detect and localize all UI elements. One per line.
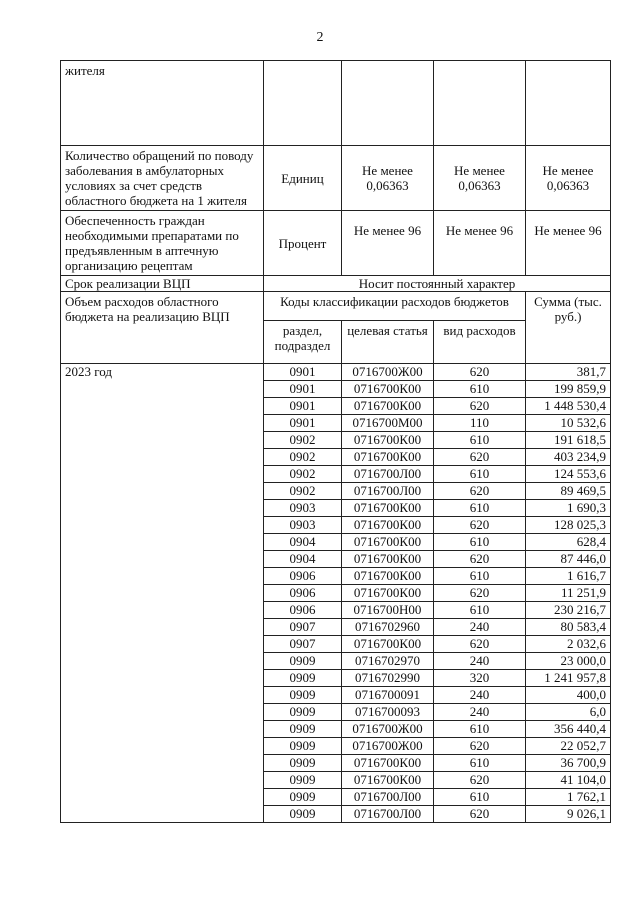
kind-code: 620 — [434, 806, 526, 823]
col-section-header: раздел, подраздел — [264, 321, 342, 364]
sum-value: 1 448 530,4 — [526, 398, 611, 415]
kind-code: 240 — [434, 653, 526, 670]
expense-row — [61, 398, 611, 415]
section-code: 0902 — [264, 483, 342, 500]
section-code: 0902 — [264, 432, 342, 449]
target-code: 0716700К00 — [342, 755, 434, 772]
year-label — [61, 466, 264, 483]
expense-row — [61, 466, 611, 483]
sum-value: 191 618,5 — [526, 432, 611, 449]
sum-value: 1 241 957,8 — [526, 670, 611, 687]
section-code: 0909 — [264, 721, 342, 738]
expense-row — [61, 585, 611, 602]
indicator-value-3: Не менее 0,06363 — [526, 146, 611, 211]
target-code: 0716700Ж00 — [342, 721, 434, 738]
target-code: 0716700К00 — [342, 568, 434, 585]
kind-code: 610 — [434, 381, 526, 398]
target-code: 0716700К00 — [342, 449, 434, 466]
year-label — [61, 381, 264, 398]
indicator-value-2 — [434, 61, 526, 146]
section-code: 0909 — [264, 653, 342, 670]
indicator-unit: Процент — [264, 211, 342, 276]
kind-code: 620 — [434, 738, 526, 755]
expense-row — [61, 653, 611, 670]
section-code: 0903 — [264, 517, 342, 534]
year-label: 2023 год — [61, 364, 264, 381]
sum-value: 124 553,6 — [526, 466, 611, 483]
kind-code: 610 — [434, 432, 526, 449]
sum-value: 87 446,0 — [526, 551, 611, 568]
indicator-label: жителя — [61, 61, 264, 146]
sum-value: 400,0 — [526, 687, 611, 704]
expense-row — [61, 772, 611, 789]
target-code: 0716702990 — [342, 670, 434, 687]
kind-code: 610 — [434, 534, 526, 551]
kind-code: 620 — [434, 483, 526, 500]
expense-row — [61, 415, 611, 432]
kind-code: 620 — [434, 551, 526, 568]
section-code: 0909 — [264, 738, 342, 755]
target-code: 0716702970 — [342, 653, 434, 670]
expense-row — [61, 806, 611, 823]
target-code: 0716700М00 — [342, 415, 434, 432]
year-label — [61, 500, 264, 517]
indicator-value-3: Не менее 96 — [526, 211, 611, 276]
kind-code: 320 — [434, 670, 526, 687]
section-code: 0904 — [264, 551, 342, 568]
indicator-unit: Единиц — [264, 146, 342, 211]
target-code: 0716700К00 — [342, 517, 434, 534]
page-number: 2 — [316, 30, 324, 45]
target-code: 0716700К00 — [342, 398, 434, 415]
sum-value: 128 025,3 — [526, 517, 611, 534]
col-kind-header: вид расходов — [434, 321, 526, 364]
year-label — [61, 568, 264, 585]
target-code: 0716700К00 — [342, 432, 434, 449]
sum-value: 2 032,6 — [526, 636, 611, 653]
kind-code: 610 — [434, 755, 526, 772]
section-code: 0901 — [264, 381, 342, 398]
sum-value: 381,7 — [526, 364, 611, 381]
col-target-header: целевая статья — [342, 321, 434, 364]
section-code: 0901 — [264, 398, 342, 415]
kind-code: 620 — [434, 517, 526, 534]
kind-code: 610 — [434, 500, 526, 517]
sum-value: 89 469,5 — [526, 483, 611, 500]
expense-row — [61, 704, 611, 721]
target-code: 0716700Ж00 — [342, 738, 434, 755]
sum-value: 9 026,1 — [526, 806, 611, 823]
target-code: 0716700К00 — [342, 534, 434, 551]
indicator-label: Обеспеченность граждан необходимыми препаратами по предъявленным в аптечную организацию рецептам — [61, 211, 264, 276]
target-code: 0716700093 — [342, 704, 434, 721]
indicator-value-1: Не менее 0,06363 — [342, 146, 434, 211]
volume-label: Объем расходов областного бюджета на реализацию ВЦП — [61, 292, 264, 364]
kind-code: 240 — [434, 619, 526, 636]
section-code: 0903 — [264, 500, 342, 517]
target-code: 0716700Л00 — [342, 806, 434, 823]
indicator-row-continued — [61, 61, 611, 146]
expense-row — [61, 789, 611, 806]
term-label: Срок реализации ВЦП — [61, 276, 264, 292]
year-label — [61, 789, 264, 806]
target-code: 0716702960 — [342, 619, 434, 636]
kind-code: 240 — [434, 704, 526, 721]
sum-value: 36 700,9 — [526, 755, 611, 772]
year-label — [61, 670, 264, 687]
sum-value: 230 216,7 — [526, 602, 611, 619]
year-label — [61, 585, 264, 602]
kind-code: 620 — [434, 772, 526, 789]
sum-value: 356 440,4 — [526, 721, 611, 738]
program-table — [60, 60, 611, 823]
kind-code: 620 — [434, 449, 526, 466]
indicator-value-1 — [342, 61, 434, 146]
target-code: 0716700К00 — [342, 772, 434, 789]
target-code: 0716700Н00 — [342, 602, 434, 619]
indicator-row-provision — [61, 211, 611, 276]
expense-row — [61, 738, 611, 755]
kind-code: 240 — [434, 687, 526, 704]
section-code: 0906 — [264, 602, 342, 619]
sum-value: 6,0 — [526, 704, 611, 721]
expense-row — [61, 721, 611, 738]
indicator-unit — [264, 61, 342, 146]
term-value: Носит постоянный характер — [264, 276, 611, 292]
section-code: 0909 — [264, 755, 342, 772]
expense-row — [61, 381, 611, 398]
expense-row — [61, 517, 611, 534]
target-code: 0716700К00 — [342, 585, 434, 602]
year-label — [61, 602, 264, 619]
sum-value: 199 859,9 — [526, 381, 611, 398]
year-label — [61, 398, 264, 415]
section-code: 0909 — [264, 789, 342, 806]
section-code: 0909 — [264, 687, 342, 704]
term-row — [61, 276, 611, 292]
sum-value: 11 251,9 — [526, 585, 611, 602]
year-label — [61, 415, 264, 432]
expense-row — [61, 670, 611, 687]
section-code: 0906 — [264, 585, 342, 602]
year-label — [61, 636, 264, 653]
expense-row — [61, 619, 611, 636]
target-code: 0716700Ж00 — [342, 364, 434, 381]
year-label — [61, 517, 264, 534]
expense-row — [61, 568, 611, 585]
expense-row — [61, 534, 611, 551]
section-code: 0907 — [264, 619, 342, 636]
sum-value: 41 104,0 — [526, 772, 611, 789]
year-label — [61, 483, 264, 500]
expense-row — [61, 432, 611, 449]
year-label — [61, 772, 264, 789]
target-code: 0716700К00 — [342, 500, 434, 517]
year-label — [61, 806, 264, 823]
year-label — [61, 755, 264, 772]
indicator-label: Количество обращений по поводу заболевания в амбулаторных условиях за счет средств областного бюджета на 1 жителя — [61, 146, 264, 211]
section-code: 0906 — [264, 568, 342, 585]
sum-value: 23 000,0 — [526, 653, 611, 670]
kind-code: 610 — [434, 466, 526, 483]
kind-code: 610 — [434, 568, 526, 585]
year-label — [61, 653, 264, 670]
year-label — [61, 449, 264, 466]
indicator-value-3 — [526, 61, 611, 146]
indicator-value-1: Не менее 96 — [342, 211, 434, 276]
year-label — [61, 534, 264, 551]
expense-row — [61, 551, 611, 568]
target-code: 0716700Л00 — [342, 483, 434, 500]
expense-row — [61, 636, 611, 653]
sum-value: 1 690,3 — [526, 500, 611, 517]
target-code: 0716700К00 — [342, 551, 434, 568]
section-code: 0901 — [264, 415, 342, 432]
year-label — [61, 432, 264, 449]
kind-code: 620 — [434, 364, 526, 381]
sum-value: 80 583,4 — [526, 619, 611, 636]
year-label — [61, 619, 264, 636]
section-code: 0909 — [264, 670, 342, 687]
codes-header: Коды классификации расходов бюджетов — [264, 292, 526, 321]
indicator-value-2: Не менее 0,06363 — [434, 146, 526, 211]
target-code: 0716700К00 — [342, 636, 434, 653]
sum-value: 403 234,9 — [526, 449, 611, 466]
kind-code: 620 — [434, 585, 526, 602]
section-code: 0909 — [264, 704, 342, 721]
section-code: 0909 — [264, 806, 342, 823]
indicator-value-2: Не менее 96 — [434, 211, 526, 276]
indicator-row-appeals — [61, 146, 611, 211]
section-code: 0907 — [264, 636, 342, 653]
section-code: 0902 — [264, 449, 342, 466]
kind-code: 610 — [434, 602, 526, 619]
expense-row — [61, 755, 611, 772]
section-code: 0901 — [264, 364, 342, 381]
sum-value: 1 616,7 — [526, 568, 611, 585]
year-label — [61, 738, 264, 755]
expense-row — [61, 483, 611, 500]
volume-header-row — [61, 292, 611, 321]
year-label — [61, 721, 264, 738]
target-code: 0716700Л00 — [342, 466, 434, 483]
kind-code: 620 — [434, 398, 526, 415]
target-code: 0716700091 — [342, 687, 434, 704]
sum-header: Сумма (тыс. руб.) — [526, 292, 611, 364]
year-label — [61, 687, 264, 704]
sum-value: 1 762,1 — [526, 789, 611, 806]
kind-code: 110 — [434, 415, 526, 432]
sum-value: 10 532,6 — [526, 415, 611, 432]
expense-row — [61, 449, 611, 466]
target-code: 0716700Л00 — [342, 789, 434, 806]
kind-code: 620 — [434, 636, 526, 653]
kind-code: 610 — [434, 789, 526, 806]
target-code: 0716700К00 — [342, 381, 434, 398]
expense-row — [61, 500, 611, 517]
expense-row — [61, 687, 611, 704]
expense-row — [61, 602, 611, 619]
year-label — [61, 704, 264, 721]
section-code: 0904 — [264, 534, 342, 551]
section-code: 0909 — [264, 772, 342, 789]
year-label — [61, 551, 264, 568]
sum-value: 22 052,7 — [526, 738, 611, 755]
sum-value: 628,4 — [526, 534, 611, 551]
section-code: 0902 — [264, 466, 342, 483]
expense-row — [61, 364, 611, 381]
kind-code: 610 — [434, 721, 526, 738]
